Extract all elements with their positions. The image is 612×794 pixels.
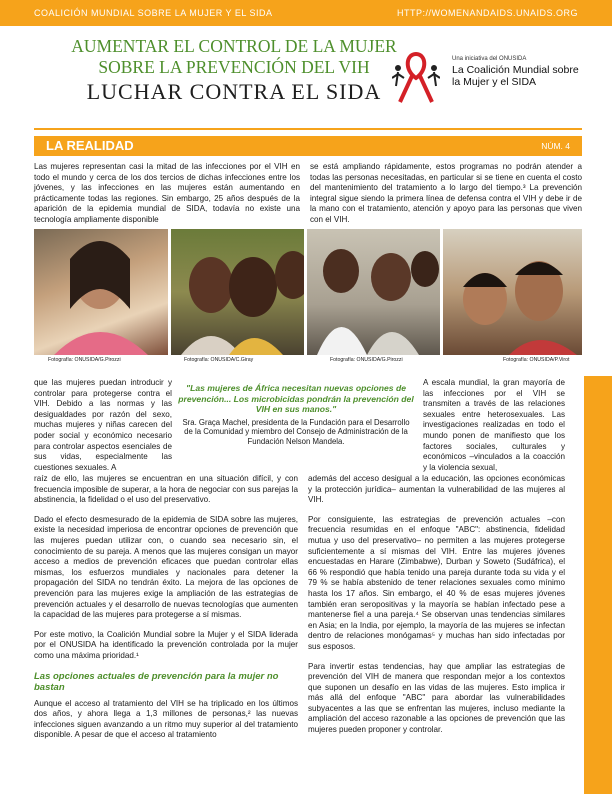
- photo-young-couple: [443, 229, 582, 355]
- quote-text: "Las mujeres de África necesitan nuevas opciones de prevención... Los microbicidas pondrán la prevención del VIH en sus manos.": [178, 383, 414, 414]
- subheading: Las opciones actuales de prevención para la mujer no bastan: [34, 670, 279, 693]
- website-url[interactable]: HTTP://WOMENANDAIDS.UNAIDS.ORG: [396, 8, 578, 18]
- paragraph: Por este motivo, la Coalición Mundial sobre la Mujer y el SIDA liderada por el ONUSIDA ha identificado la prevención controlada por la mujer como una máxima prioridad.¹: [34, 629, 298, 660]
- intro-right: se está ampliando rápidamente, estos programas no podrán atender a todas las personas necesitadas, en particular si se tiene en cuenta el costo del mantenimiento del tratamiento a lo largo del tiempo.³ La prevención integral sigue siendo la primera línea de defensa contra el VIH y debe ir de la mano con el tratamiento, atención y apoyo para las personas que viven con el VIH.: [310, 162, 582, 224]
- body-left-column: [34, 474, 298, 750]
- page-title: [34, 36, 434, 106]
- photo-young-woman: [34, 229, 168, 355]
- intro-left: Las mujeres representan casi la mitad de las infecciones por el VIH en todo el mundo y cerca de los dos tercios de dichas infecciones entre los jóvenes, y las infecciones en las mujeres están aumentando en prácticamente todas las regiones. Sin embargo, 25 años después de la aparición de la epidemia mundial de SIDA, todavía no existe una tecnología ampliamente disponible: [34, 162, 300, 224]
- paragraph: Dado el efecto desmesurado de la epidemia de SIDA sobre las mujeres, existe la necesidad imperiosa de encontrar opciones de prevención que las mujeres puedan utilizar con, o cuando sea necesario sin, el conocimiento de su pareja. A menos que las mujeres consigan un mayor acceso a medios de prevención eficaces que puedan controlar ellas mismas, los esfuerzos mundiales y nacionales para detener la propagación del SIDA no tendrán éxito. La mejora de las opciones de prevención para las mujeres exige la ampliación de las estrategias de prevención actuales y el desarrollo de nuevas tecnologías que aumenten la capacidad de las mujeres para protegerse a sí mismas.: [34, 514, 298, 620]
- paragraph: raíz de ello, las mujeres se encuentran en una situación difícil, y con frecuencia imposible de superar, a la hora de negociar con sus parejas la abstinencia, la fidelidad o el uso del preservativo.: [34, 474, 298, 505]
- photo-strip: [34, 229, 582, 355]
- title-line-3: LUCHAR CONTRA EL SIDA: [86, 79, 382, 104]
- section-label: LA REALIDAD: [46, 138, 134, 153]
- portrait-4-icon: [443, 229, 582, 355]
- logo-org-name: La Coalición Mundial sobre la Mujer y el SIDA: [452, 64, 579, 88]
- photo-caption-2: Fotografía: ONUSIDA/C.Giray: [184, 357, 254, 363]
- divider: [34, 128, 582, 130]
- body-right-wrap: A escala mundial, la gran mayoría de las infecciones por el VIH se transmiten a través de las relaciones sexuales entre heterosexuales. Las investigaciones realizadas en todo el mundo ponen de manifiesto que los factores sociales, culturales y económicos –vinculados a la coacción y la violencia sexual,: [423, 378, 565, 472]
- photo-caption-3: Fotografía: ONUSIDA/G.Pirozzi: [330, 357, 403, 363]
- photo-caption-4: Fotografía: ONUSIDA/P.Virot: [503, 357, 570, 363]
- title-line-1: AUMENTAR EL CONTROL DE LA MUJER: [71, 36, 397, 56]
- paragraph: Aunque el acceso al tratamiento del VIH se ha triplicado en los últimos dos años, y ahora llega a 1,3 millones de personas,² las nuevas infecciones siguen avanzando a un ritmo muy superior al del tratamiento disponible. A pesar de que el acceso al tratamiento: [34, 698, 298, 740]
- portrait-2-icon: [171, 229, 304, 355]
- coalition-header: COALICIÓN MUNDIAL SOBRE LA MUJER Y EL SIDA: [34, 8, 273, 18]
- top-bar: [0, 0, 612, 26]
- body-left-wrap: que las mujeres puedan introducir y controlar para protegerse contra el VIH. Debido a las normas y las desigualdades por razón del sexo, muchas mujeres y niñas carecen del poder social y económico necesario para controlar aspectos esenciales de sus vidas, especialmente las cuestiones sexuales. A: [34, 378, 172, 472]
- photo-girls-reading: [307, 229, 440, 355]
- section-bar: [34, 136, 582, 156]
- photo-african-women: [171, 229, 304, 355]
- pull-quote: [178, 383, 414, 446]
- coalition-logo: [386, 48, 586, 108]
- photo-caption-1: Fotografía: ONUSIDA/G.Pirozzi: [48, 357, 121, 363]
- ribbon-logo-icon: [392, 50, 440, 106]
- paragraph: además del acceso desigual a la educación, las opciones económicas y la protección jurídica– aumentan la vulnerabilidad de las mujeres al VIH.: [308, 474, 565, 505]
- logo-initiative: Una iniciativa del ONUSIDA: [452, 56, 527, 62]
- quote-attribution: Sra. Graça Machel, presidenta de la Fundación para el Desarrollo de la Comunidad y miembro del Consejo de Administración de la Fundación Nelson Mandela.: [182, 417, 410, 446]
- side-accent-bar: [584, 376, 612, 794]
- portrait-3-icon: [307, 229, 440, 355]
- issue-number: NÚM. 4: [541, 141, 570, 151]
- body-right-column: [308, 474, 565, 745]
- portrait-1-icon: [34, 229, 168, 355]
- title-line-2: SOBRE LA PREVENCIÓN DEL VIH: [98, 57, 370, 77]
- paragraph: Por consiguiente, las estrategias de prevención actuales –con frecuencia resumidas en el enfoque "ABC": abstinencia, fidelidad mutua y uso del preservativo– no permiten a las mujeres protegerse suficientemente a sí mismas del VIH. Entre las mujeres jóvenes encuestadas en Harare (Zimbabwe), Durban y Soweto (Sudáfrica), el 66 % respondió que había tenido una pareja durante toda su vida y el 79 % se había abstenido de tener relaciones sexuales como mínimo hasta los 17 años. Sin embargo, el 40 % de esas mujeres jóvenes también eran seropositivas y la mayoría se habían infectado pese a mantenerse fiel a una pareja.⁴ Se observan unas tendencias similares en Asia; en la India, por ejemplo, la mayoría de las mujeres se infectan dentro de relaciones monógamas⁵ y muchas han sido infectadas por sus esposos.: [308, 514, 565, 651]
- paragraph: Para invertir estas tendencias, hay que ampliar las estrategias de prevención del VIH de manera que respondan mejor a los contextos que suponen un desafío en las vidas de las mujeres. Esto implica ir más allá del enfoque "ABC" para abordar las vulnerabilidades subyacentes a las que se enfrentan las mujeres, incluso mediante la ampliación del acceso razonable a las opciones de prevención que las mujeres pueden proponer y controlar.: [308, 661, 565, 735]
